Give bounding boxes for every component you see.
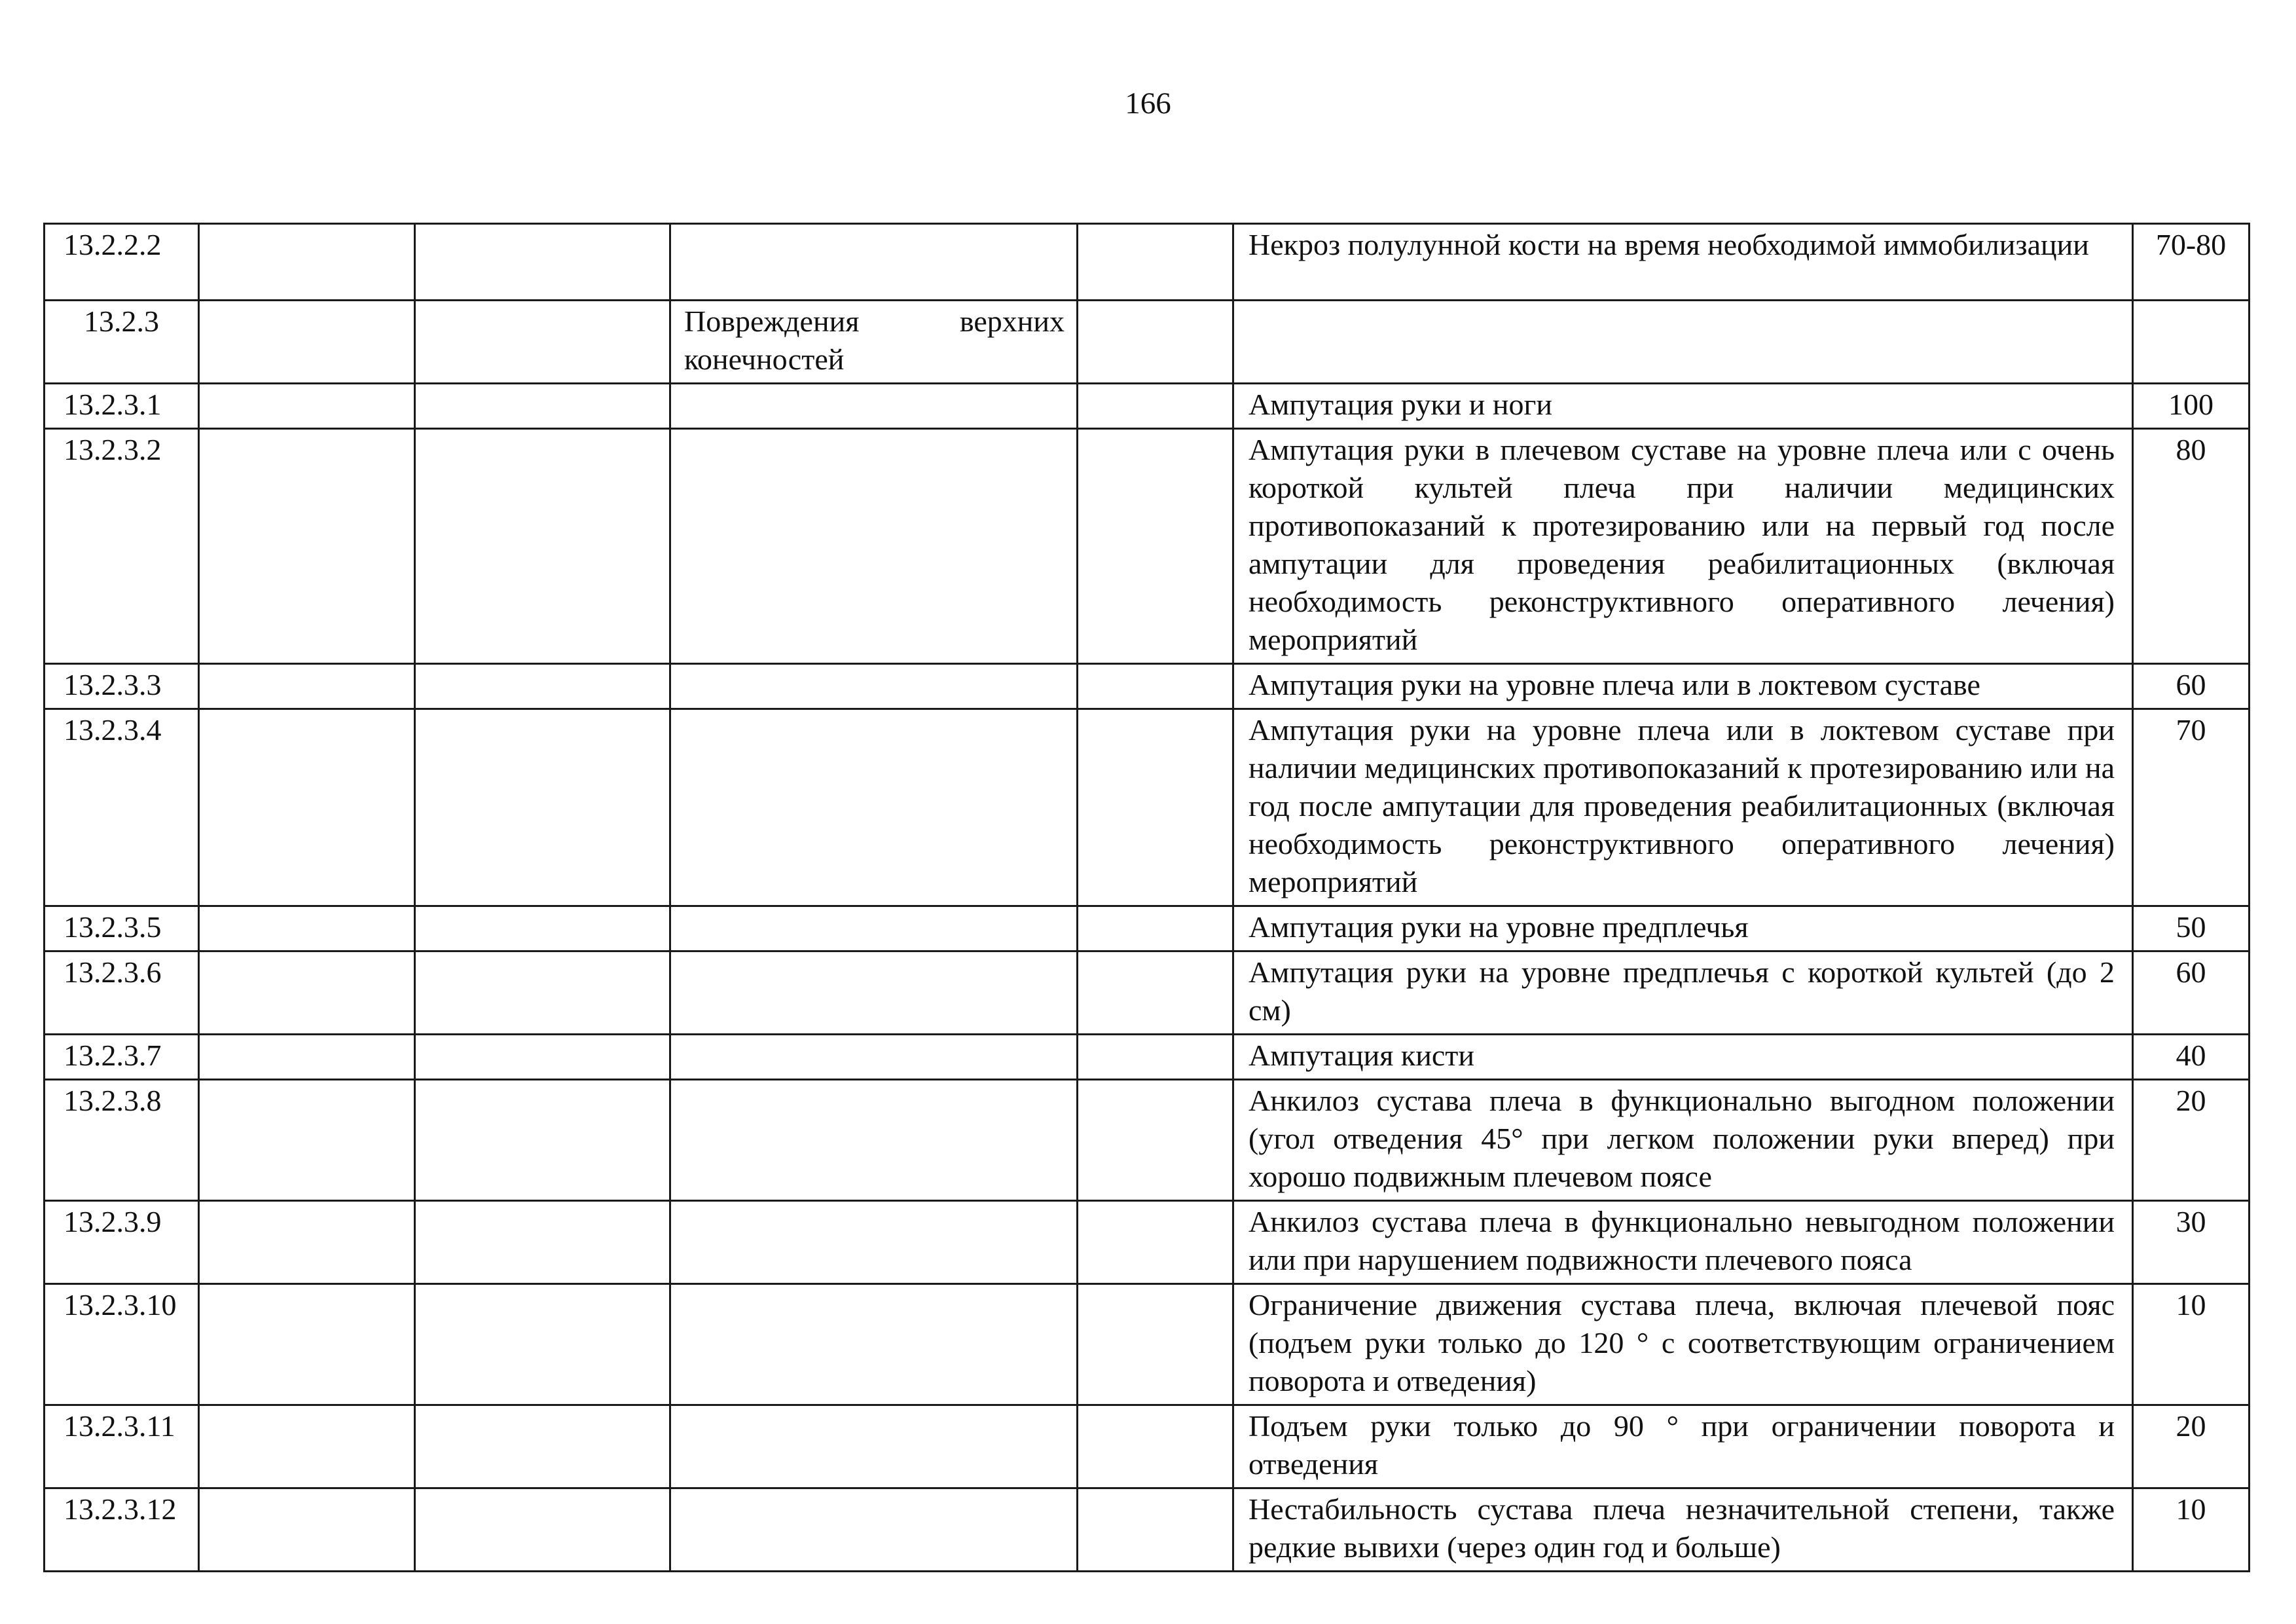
- row-description: Анкилоз сустава плеча в функционально невыгодном положении или при нарушением подвижности плечевого пояса: [1233, 1201, 2133, 1284]
- row-value: 30: [2133, 1201, 2250, 1284]
- empty-cell: [1078, 301, 1233, 384]
- empty-cell: [415, 384, 670, 429]
- empty-cell: [1078, 951, 1233, 1035]
- empty-cell: [199, 1284, 415, 1405]
- empty-cell: [415, 1035, 670, 1080]
- empty-cell: [415, 1405, 670, 1488]
- row-category: [670, 224, 1078, 301]
- empty-cell: [415, 1080, 670, 1201]
- empty-cell: [415, 664, 670, 709]
- row-value: [2133, 301, 2250, 384]
- row-code: 13.2.3.2: [45, 429, 199, 664]
- row-description: Ампутация руки на уровне плеча или в локтевом суставе: [1233, 664, 2133, 709]
- row-category: [670, 1284, 1078, 1405]
- empty-cell: [1078, 224, 1233, 301]
- row-category: [670, 1080, 1078, 1201]
- empty-cell: [1078, 906, 1233, 951]
- row-value: 20: [2133, 1080, 2250, 1201]
- row-code: 13.2.3.12: [45, 1488, 199, 1572]
- row-description: Ампутация руки и ноги: [1233, 384, 2133, 429]
- disability-table: [43, 223, 2250, 1572]
- empty-cell: [1078, 1488, 1233, 1572]
- row-code: 13.2.3.9: [45, 1201, 199, 1284]
- row-description: Ампутация руки в плечевом суставе на уровне плеча или с очень короткой культей плеча при наличии медицинских противопоказаний к протезированию или на первый год после ампутации для проведения реабилитационных (включая необходимость реконструктивного оперативного лечения) мероприятий: [1233, 429, 2133, 664]
- row-description: Анкилоз сустава плеча в функционально выгодном положении (угол отведения 45° при легком положении руки вперед) при хорошо подвижным плечевом поясе: [1233, 1080, 2133, 1201]
- row-value: 70: [2133, 709, 2250, 906]
- row-value: 10: [2133, 1284, 2250, 1405]
- row-value: 40: [2133, 1035, 2250, 1080]
- empty-cell: [1078, 1201, 1233, 1284]
- row-description: Ампутация руки на уровне предплечья с короткой культей (до 2 см): [1233, 951, 2133, 1035]
- row-value: 70-80: [2133, 224, 2250, 301]
- row-category: Повреждения верхних конечностей: [670, 301, 1078, 384]
- empty-cell: [199, 224, 415, 301]
- table-row: [45, 1488, 2250, 1572]
- empty-cell: [199, 429, 415, 664]
- row-code: 13.2.3.3: [45, 664, 199, 709]
- empty-cell: [199, 1201, 415, 1284]
- empty-cell: [199, 951, 415, 1035]
- table-row: [45, 709, 2250, 906]
- row-code: 13.2.2.2: [45, 224, 199, 301]
- empty-cell: [199, 664, 415, 709]
- empty-cell: [1078, 384, 1233, 429]
- row-value: 60: [2133, 664, 2250, 709]
- empty-cell: [415, 1201, 670, 1284]
- row-category: [670, 906, 1078, 951]
- table-row: [45, 429, 2250, 664]
- table-row: [45, 1201, 2250, 1284]
- row-category: [670, 1488, 1078, 1572]
- row-code: 13.2.3.8: [45, 1080, 199, 1201]
- empty-cell: [1078, 1405, 1233, 1488]
- empty-cell: [1078, 1080, 1233, 1201]
- empty-cell: [415, 709, 670, 906]
- row-category: [670, 951, 1078, 1035]
- row-description: Подъем руки только до 90 ° при ограничении поворота и отведения: [1233, 1405, 2133, 1488]
- table-row: [45, 951, 2250, 1035]
- row-value: 10: [2133, 1488, 2250, 1572]
- table-row: [45, 301, 2250, 384]
- row-category: [670, 1035, 1078, 1080]
- row-code: 13.2.3.4: [45, 709, 199, 906]
- table-row: [45, 384, 2250, 429]
- empty-cell: [415, 224, 670, 301]
- empty-cell: [199, 384, 415, 429]
- empty-cell: [1078, 664, 1233, 709]
- row-value: 20: [2133, 1405, 2250, 1488]
- row-code: 13.2.3: [45, 301, 199, 384]
- table-row: [45, 1035, 2250, 1080]
- row-category: [670, 664, 1078, 709]
- empty-cell: [415, 1488, 670, 1572]
- empty-cell: [1078, 709, 1233, 906]
- table-row: [45, 224, 2250, 301]
- row-description: Некроз полулунной кости на время необходимой иммобилизации: [1233, 224, 2133, 301]
- table-row: [45, 906, 2250, 951]
- row-description: Ограничение движения сустава плеча, включая плечевой пояс (подъем руки только до 120 ° с соответствующим ограничением поворота и отведения): [1233, 1284, 2133, 1405]
- empty-cell: [415, 1284, 670, 1405]
- empty-cell: [199, 906, 415, 951]
- empty-cell: [415, 429, 670, 664]
- row-description: [1233, 301, 2133, 384]
- row-code: 13.2.3.1: [45, 384, 199, 429]
- table-row: [45, 1405, 2250, 1488]
- page-number: 166: [1125, 86, 1171, 120]
- row-code: 13.2.3.10: [45, 1284, 199, 1405]
- row-category: [670, 429, 1078, 664]
- row-category: [670, 1201, 1078, 1284]
- empty-cell: [1078, 429, 1233, 664]
- empty-cell: [415, 951, 670, 1035]
- row-code: 13.2.3.6: [45, 951, 199, 1035]
- empty-cell: [415, 906, 670, 951]
- row-code: 13.2.3.7: [45, 1035, 199, 1080]
- row-value: 50: [2133, 906, 2250, 951]
- row-value: 60: [2133, 951, 2250, 1035]
- row-code: 13.2.3.11: [45, 1405, 199, 1488]
- row-description: Ампутация руки на уровне плеча или в локтевом суставе при наличии медицинских противопоказаний к протезированию или на год после ампутации для проведения реабилитационных (включая необходимость реконструктивного оперативного лечения) мероприятий: [1233, 709, 2133, 906]
- row-category: [670, 709, 1078, 906]
- empty-cell: [1078, 1035, 1233, 1080]
- empty-cell: [415, 301, 670, 384]
- row-description: Нестабильность сустава плеча незначительной степени, также редкие вывихи (через один год и больше): [1233, 1488, 2133, 1572]
- table-row: [45, 664, 2250, 709]
- empty-cell: [199, 1405, 415, 1488]
- row-value: 100: [2133, 384, 2250, 429]
- row-category: [670, 1405, 1078, 1488]
- row-description: Ампутация кисти: [1233, 1035, 2133, 1080]
- empty-cell: [199, 301, 415, 384]
- empty-cell: [199, 1035, 415, 1080]
- row-category: [670, 384, 1078, 429]
- row-value: 80: [2133, 429, 2250, 664]
- empty-cell: [199, 1080, 415, 1201]
- table-row: [45, 1080, 2250, 1201]
- table-row: [45, 1284, 2250, 1405]
- empty-cell: [199, 1488, 415, 1572]
- empty-cell: [1078, 1284, 1233, 1405]
- row-code: 13.2.3.5: [45, 906, 199, 951]
- row-description: Ампутация руки на уровне предплечья: [1233, 906, 2133, 951]
- empty-cell: [199, 709, 415, 906]
